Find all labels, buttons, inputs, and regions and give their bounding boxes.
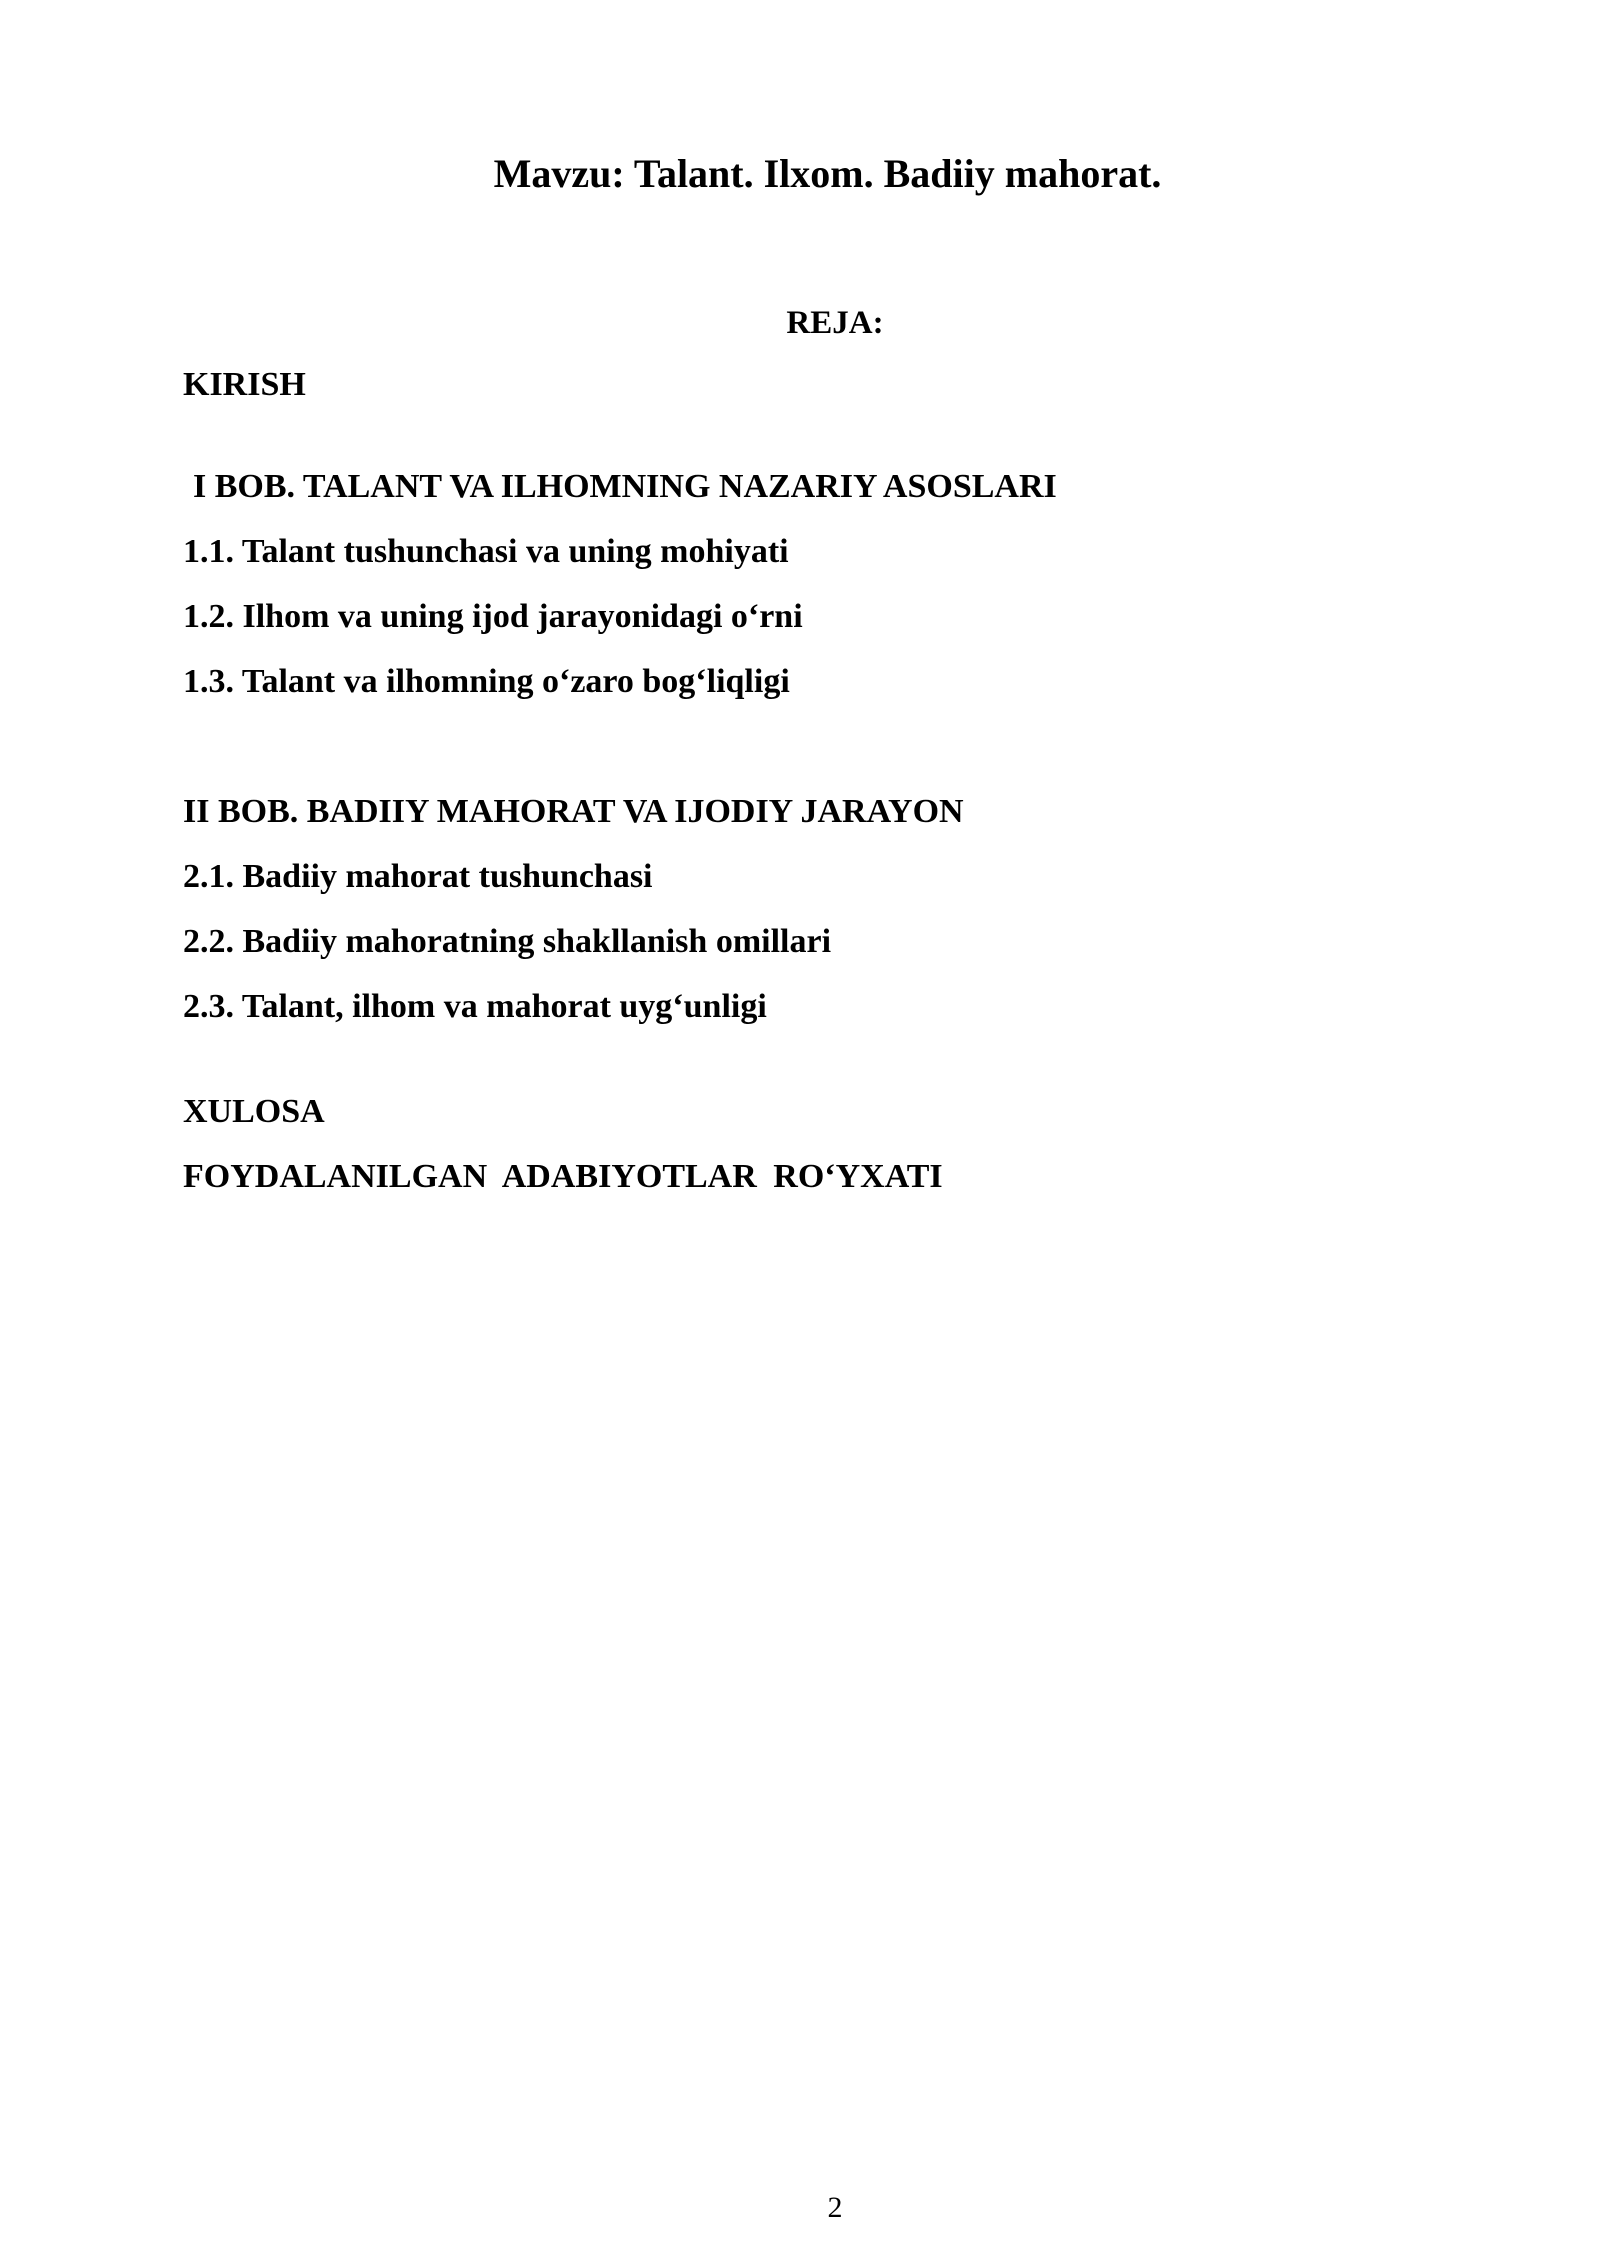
toc-chapter2-heading: II BOB. BADIIY MAHORAT VA IJODIY JARAYON xyxy=(183,793,964,830)
toc-chapter1-heading: I BOB. TALANT VA ILHOMNING NAZARIY ASOSLARI xyxy=(193,468,1057,505)
toc-references: FOYDALANILGAN ADABIYOTLAR RO‘YXATI xyxy=(183,1158,943,1195)
toc-item-1-2: 1.2. Ilhom va uning ijod jarayonidagi o‘rni xyxy=(183,598,803,635)
toc-item-1-3: 1.3. Talant va ilhomning o‘zaro bog‘liqligi xyxy=(183,663,790,700)
toc-item-2-2: 2.2. Badiiy mahoratning shakllanish omillari xyxy=(183,923,832,960)
toc-conclusion: XULOSA xyxy=(183,1093,325,1130)
toc-item-2-1: 2.1. Badiiy mahorat tushunchasi xyxy=(183,858,653,895)
document-title: Mavzu: Talant. Ilxom. Badiiy mahorat. xyxy=(493,151,1162,196)
toc-item-1-1: 1.1. Talant tushunchasi va uning mohiyati xyxy=(183,533,789,570)
toc-item-2-3: 2.3. Talant, ilhom va mahorat uyg‘unligi xyxy=(183,988,767,1025)
page-number: 2 xyxy=(827,2191,843,2224)
toc-intro: KIRISH xyxy=(183,366,306,403)
plan-heading: REJA: xyxy=(786,305,884,341)
